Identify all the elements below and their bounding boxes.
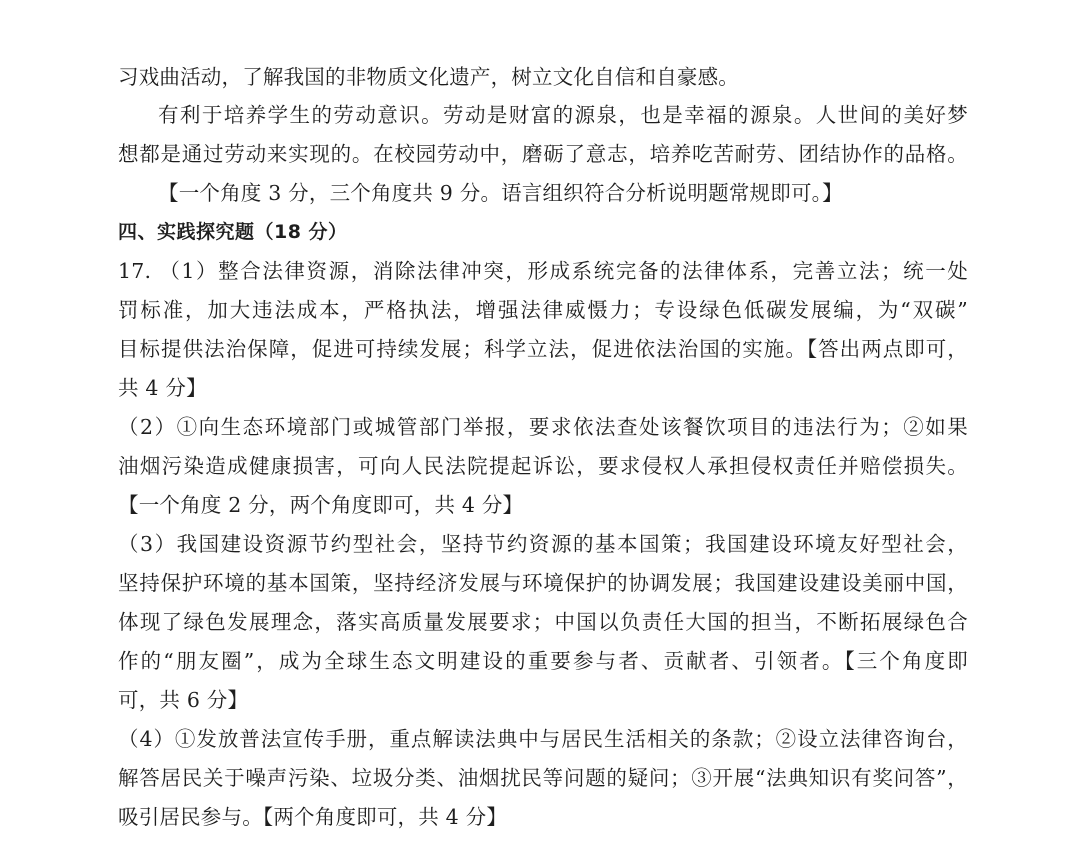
question-17-part-2: （2）①向生态环境部门或城管部门举报，要求依法查处该餐饮项目的违法行为；②如果 — [118, 415, 968, 439]
score-note: 【一个角度 2 分，两个角度即可，共 4 分】 — [118, 493, 524, 517]
text-line: 吸引居民参与。【两个角度即可，共 4 分】 — [118, 805, 508, 829]
score-note: 【一个角度 3 分，三个角度共 9 分。语言组织符合分析说明题常规即可。】 — [158, 181, 843, 205]
text-line: 可，共 6 分】 — [118, 688, 249, 712]
question-17-part-4: （4）①发放普法宣传手册，重点解读法典中与居民生活相关的条款；②设立法律咨询台， — [118, 727, 968, 751]
text-line: 习戏曲活动，了解我国的非物质文化遗产，树立文化自信和自豪感。 — [118, 65, 739, 89]
text-line: 体现了绿色发展理念，落实高质量发展要求；中国以负责任大国的担当，不断拓展绿色合 — [118, 610, 968, 634]
section-heading: 四、实践探究题（18 分） — [118, 221, 348, 243]
question-17-part-1: 17. （1）整合法律资源，消除法律冲突，形成系统完备的法律体系，完善立法；统一处 — [118, 259, 968, 283]
text-line: 罚标准，加大违法成本，严格执法，增强法律威慑力；专设绿色低碳发展编，为“双碳” — [118, 298, 968, 322]
text-line: 作的“朋友圈”，成为全球生态文明建设的重要参与者、贡献者、引领者。【三个角度即 — [118, 649, 968, 673]
text-line: 共 4 分】 — [118, 376, 207, 400]
text-line: 有利于培养学生的劳动意识。劳动是财富的源泉，也是幸福的源泉。人世间的美好梦 — [158, 103, 968, 127]
text-line: 想都是通过劳动来实现的。在校园劳动中，磨砺了意志，培养吃苦耐劳、团结协作的品格。 — [118, 142, 968, 166]
text-line: 目标提供法治保障，促进可持续发展；科学立法，促进依法治国的实施。【答出两点即可， — [118, 337, 968, 361]
text-line: 解答居民关于噪声污染、垃圾分类、油烟扰民等问题的疑问；③开展“法典知识有奖问答”， — [118, 766, 968, 790]
question-17-part-3: （3）我国建设资源节约型社会，坚持节约资源的基本国策；我国建设环境友好型社会， — [118, 532, 968, 556]
text-line: 油烟污染造成健康损害，可向人民法院提起诉讼，要求侵权人承担侵权责任并赔偿损失。 — [118, 454, 968, 478]
text-line: 坚持保护环境的基本国策，坚持经济发展与环境保护的协调发展；我国建设建设美丽中国， — [118, 571, 968, 595]
